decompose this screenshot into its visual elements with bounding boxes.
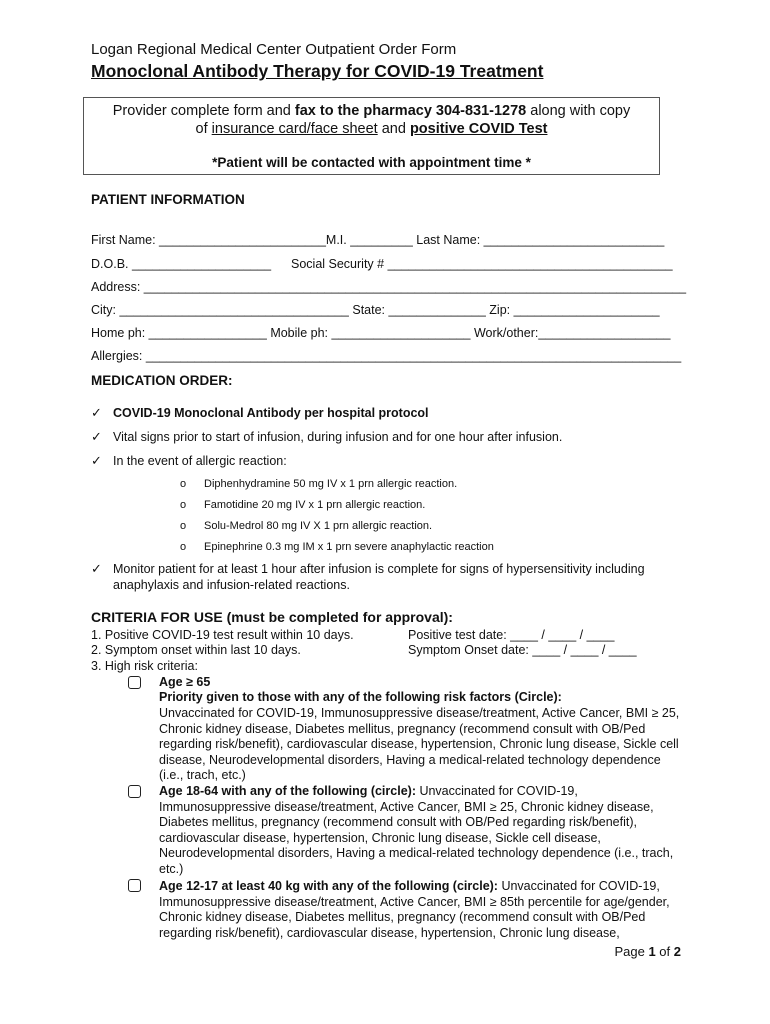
page-title: Monoclonal Antibody Therapy for COVID-19 Treatment bbox=[91, 61, 544, 81]
page-current: 1 bbox=[648, 944, 656, 959]
reaction-item: Epinephrine 0.3 mg IM x 1 prn severe anaphylactic reaction bbox=[204, 541, 494, 553]
insurance-text: insurance card/face sheet bbox=[211, 121, 378, 137]
city-state-zip-fields[interactable]: City: _________________________________ State: ______________ Zip: _____________________ bbox=[91, 303, 660, 317]
phone-fields[interactable]: Home ph: _________________ Mobile ph: ____________________ Work/other:___________________ bbox=[91, 326, 671, 340]
criteria-3: 3. High risk criteria: bbox=[91, 659, 198, 673]
monitor-line-2: anaphylaxis and infusion-related reactions. bbox=[113, 578, 350, 592]
age65-label: Age ≥ 65 bbox=[159, 675, 211, 689]
med-item-vitals: Vital signs prior to start of infusion, during infusion and for one hour after infusion. bbox=[113, 430, 563, 444]
dob-field[interactable]: D.O.B. ____________________ bbox=[91, 257, 272, 271]
reaction-item: Famotidine 20 mg IV x 1 prn allergic reaction. bbox=[204, 499, 426, 511]
med-item-protocol: COVID-19 Monoclonal Antibody per hospital protocol bbox=[113, 406, 429, 420]
notice-text: and bbox=[377, 121, 410, 137]
bullet-icon: o bbox=[180, 520, 187, 532]
age18-64-block bbox=[159, 784, 684, 878]
notice-text: of bbox=[195, 121, 212, 137]
age12-17-block bbox=[159, 879, 684, 941]
criteria-1: 1. Positive COVID-19 test result within 10 days. bbox=[91, 628, 354, 642]
check-icon: ✓ bbox=[91, 405, 102, 420]
fax-number: fax to the pharmacy 304-831-1278 bbox=[294, 103, 527, 119]
of-word: of bbox=[655, 944, 674, 959]
reaction-item: Diphenhydramine 50 mg IV x 1 prn allergic reaction. bbox=[204, 478, 458, 490]
notice-line-1 bbox=[84, 103, 659, 119]
check-icon: ✓ bbox=[91, 561, 102, 576]
age12-17-label: Age 12-17 at least 40 kg with any of the following (circle): bbox=[159, 879, 498, 893]
age12-17-risk-factors: Unvaccinated for COVID-19, Immunosuppressive disease/treatment, Active Cancer, BMI ≥ 85th percentile for age/gender, Chronic kidney disease, Diabetes mellitus, pregnancy (recommend consult with OB/Ped regarding risk/benefit), cardiovascular disease, hypertension, Chronic lung disease, bbox=[159, 879, 670, 940]
notice-box bbox=[83, 97, 660, 175]
reaction-item: Solu-Medrol 80 mg IV X 1 prn allergic reaction. bbox=[204, 520, 433, 532]
age12-17-checkbox[interactable] bbox=[128, 879, 141, 892]
positive-test-date-field[interactable]: Positive test date: ____ / ____ / ____ bbox=[408, 628, 615, 642]
check-icon: ✓ bbox=[91, 429, 102, 444]
patient-info-heading: PATIENT INFORMATION bbox=[91, 192, 245, 207]
age18-64-label: Age 18-64 with any of the following (circle): bbox=[159, 784, 416, 798]
covid-test-text: positive COVID Test bbox=[409, 121, 548, 137]
age18-64-checkbox[interactable] bbox=[128, 785, 141, 798]
bullet-icon: o bbox=[180, 478, 187, 490]
age18-64-risk-factors: Unvaccinated for COVID-19, Immunosuppressive disease/treatment, Active Cancer, BMI ≥ 25, Chronic kidney disease, Diabetes mellitus, pregnancy (recommend consult with OB/Ped regarding risk/benefit), cardiovascular disease, hypertension, Chronic lung disease, Sickle cell disease, Neurodevelopmental disorders, Having a medical-related technology dependence (i.e., trach, etc.) bbox=[159, 784, 674, 876]
criteria-heading: CRITERIA FOR USE (must be completed for approval): bbox=[91, 609, 453, 625]
name-fields[interactable]: First Name: ________________________M.I. _________ Last Name: __________________________ bbox=[91, 233, 665, 247]
allergies-field[interactable]: Allergies: _____________________________________________________________________________ bbox=[91, 349, 682, 363]
age65-checkbox[interactable] bbox=[128, 676, 141, 689]
page-word: Page bbox=[614, 944, 649, 959]
criteria-2: 2. Symptom onset within last 10 days. bbox=[91, 643, 301, 657]
page-number bbox=[614, 944, 681, 959]
page-total: 2 bbox=[673, 944, 681, 959]
symptom-onset-date-field[interactable]: Symptom Onset date: ____ / ____ / ____ bbox=[408, 643, 637, 657]
form-header: Logan Regional Medical Center Outpatient Order Form bbox=[91, 41, 457, 58]
medication-heading: MEDICATION ORDER: bbox=[91, 373, 233, 388]
monitor-line-1: Monitor patient for at least 1 hour after infusion is complete for signs of hypersensitivity including bbox=[113, 562, 645, 576]
bullet-icon: o bbox=[180, 499, 187, 511]
notice-text: along with copy bbox=[526, 103, 631, 119]
notice-text: Provider complete form and bbox=[112, 103, 295, 119]
age65-risk-factors: Unvaccinated for COVID-19, Immunosuppressive disease/treatment, Active Cancer, BMI ≥ 25, Chronic kidney disease, Diabetes mellitus, pregnancy (recommend consult with OB/Ped regarding risk/benefit), cardiovascular disease, hypertension, Chronic lung disease, Sickle cell disease, Neurodevelopmental disorders, Having a medical-related technology dependence (i.e., trach, etc.) bbox=[159, 706, 680, 783]
notice-line-3: *Patient will be contacted with appointment time * bbox=[212, 155, 531, 170]
med-item-allergic: In the event of allergic reaction: bbox=[113, 454, 287, 468]
check-icon: ✓ bbox=[91, 453, 102, 468]
age65-priority: Priority given to those with any of the following risk factors (Circle): bbox=[159, 690, 562, 704]
bullet-icon: o bbox=[180, 541, 187, 553]
ssn-field[interactable]: Social Security # _________________________________________ bbox=[291, 257, 673, 271]
address-field[interactable]: Address: ______________________________________________________________________________ bbox=[91, 280, 687, 294]
notice-line-2 bbox=[84, 121, 659, 137]
